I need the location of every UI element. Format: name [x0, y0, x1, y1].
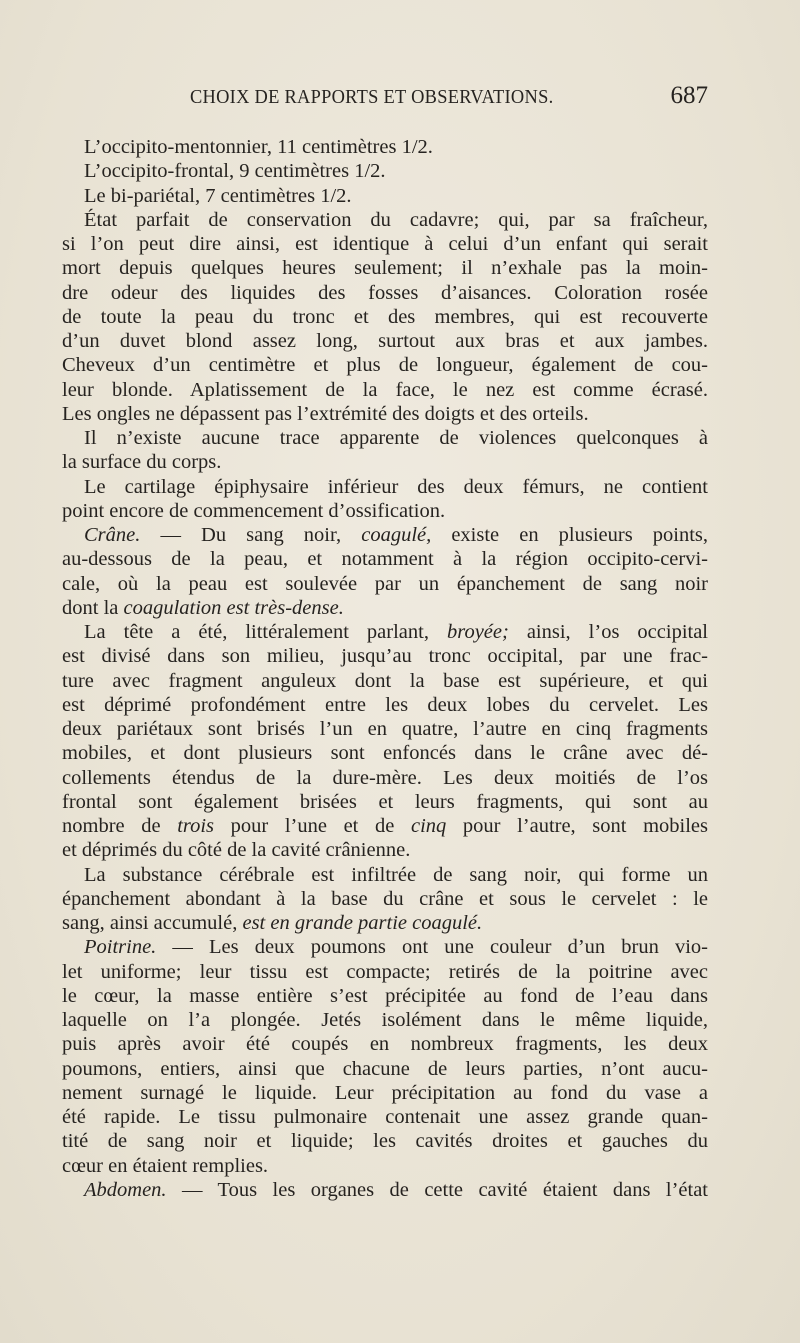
text-line	[62, 547, 708, 571]
text-line	[62, 232, 708, 256]
text-line	[62, 305, 708, 329]
italic-text: est en grande partie coagulé.	[242, 912, 483, 934]
text-run: leur blonde. Aplatissement de la face, le nez est comme écrasé.	[62, 378, 708, 401]
text-run: Le cartilage épiphysaire inférieur des deux fémurs, ne contient	[84, 475, 708, 498]
text-run: L’occipito-frontal, 9 centimètres 1/2.	[84, 160, 386, 183]
italic-text: coagulation est très-dense.	[123, 596, 344, 619]
text-line	[62, 1081, 708, 1105]
running-title: CHOIX DE RAPPORTS ET OBSERVATIONS.	[190, 86, 554, 108]
text-line	[62, 135, 708, 159]
text-run: au-dessous de la peau, et notamment à la région occipito-cervi-	[62, 548, 708, 571]
text-line	[62, 935, 708, 959]
text-run: cœur en étaient remplies.	[62, 1154, 269, 1177]
text-run: deux pariétaux sont brisés l’un en quatre, l’autre en cinq fragments	[62, 718, 708, 740]
text-line	[62, 208, 708, 232]
text-line	[62, 426, 708, 450]
text-line	[62, 838, 708, 862]
text-line	[62, 790, 708, 814]
text-run: de toute la peau du tronc et des membres, qui est recouverte	[62, 305, 708, 328]
text-run: la surface du corps.	[62, 451, 222, 474]
text-run: collements étendus de la dure-mère. Les deux moitiés de l’os	[62, 766, 708, 789]
italic-text: Crâne.	[84, 524, 141, 546]
text-run: ture avec fragment anguleux dont la base est supérieure, et qui	[62, 669, 708, 692]
text-run: cale, où la peau est soulevée par un épanchement de sang noir	[62, 572, 708, 595]
text-run: existe en plusieurs points,	[431, 524, 708, 546]
text-run: mort depuis quelques heures seulement; il n’exhale pas la moin-	[62, 257, 708, 280]
text-line	[62, 863, 708, 887]
text-run: L’occipito-mentonnier, 11 centimètres 1/2.	[84, 136, 433, 158]
text-run: d’un duvet blond assez long, surtout aux bras et aux jambes.	[62, 330, 708, 352]
text-line	[62, 281, 708, 305]
italic-text: coagulé,	[361, 524, 432, 546]
text-run: est déprimé profondément entre les deux lobes du cervelet. Les	[62, 693, 708, 716]
text-line	[62, 523, 708, 547]
text-line	[62, 499, 708, 523]
text-line	[62, 353, 708, 377]
page-header	[62, 82, 708, 116]
text-run: La tête a été, littéralement parlant,	[84, 621, 447, 643]
text-run: Les ongles ne dépassent pas l’extrémité des doigts et des orteils.	[62, 402, 589, 425]
text-run: La substance cérébrale est infiltrée de sang noir, qui forme un	[84, 863, 708, 886]
text-run: pour l’autre, sont mobiles	[446, 815, 709, 837]
italic-text: trois	[177, 815, 215, 837]
text-run: frontal sont également brisées et leurs fragments, qui sont au	[62, 790, 708, 813]
text-line	[62, 960, 708, 984]
text-run: et déprimés du côté de la cavité crânienne.	[62, 839, 411, 862]
text-line	[62, 450, 708, 474]
text-line	[62, 1057, 708, 1081]
text-line	[62, 329, 708, 353]
text-line	[62, 572, 708, 596]
italic-text: Poitrine.	[84, 936, 157, 959]
text-run: nombre de	[62, 815, 178, 837]
text-line	[62, 378, 708, 402]
text-run: épanchement abondant à la base du crâne et sous le cervelet : le	[62, 887, 708, 910]
text-line	[62, 741, 708, 765]
text-run: Cheveux d’un centimètre et plus de longueur, également de cou-	[62, 354, 708, 377]
text-line	[62, 1105, 708, 1129]
text-line	[62, 669, 708, 693]
text-line	[62, 693, 708, 717]
text-line	[62, 256, 708, 280]
text-run: — Du sang noir,	[140, 524, 362, 546]
text-line	[62, 911, 708, 935]
text-run: sang, ainsi accumulé,	[62, 912, 243, 934]
text-line	[62, 184, 708, 208]
text-line	[62, 159, 708, 183]
italic-text: Abdomen.	[84, 1178, 167, 1201]
text-run: dre odeur des liquides des fosses d’aisances. Coloration rosée	[62, 281, 708, 304]
text-run: — Tous les organes de cette cavité étaient dans l’état	[166, 1178, 708, 1201]
text-run: point encore de commencement d’ossification.	[62, 499, 446, 522]
text-run: pour l’une et de	[214, 815, 411, 837]
text-run: Il n’existe aucune trace apparente de violences quelconques à	[84, 427, 708, 449]
text-run: let uniforme; leur tissu est compacte; retirés de la poitrine avec	[62, 960, 708, 983]
text-run: Le bi-pariétal, 7 centimètres 1/2.	[84, 184, 352, 207]
text-run: puis après avoir été coupés en nombreux fragments, les deux	[62, 1033, 708, 1056]
text-line	[62, 984, 708, 1008]
text-line	[62, 887, 708, 911]
text-line	[62, 1032, 708, 1056]
text-line	[62, 1178, 708, 1202]
text-run: poumons, entiers, ainsi que chacune de leurs parties, n’ont aucu-	[62, 1057, 708, 1080]
text-line	[62, 620, 708, 644]
text-line	[62, 1154, 708, 1178]
text-run: est divisé dans son milieu, jusqu’au tronc occipital, par une frac-	[62, 645, 708, 668]
text-line	[62, 475, 708, 499]
text-run: tité de sang noir et liquide; les cavités droites et gauches du	[62, 1130, 708, 1153]
text-run: État parfait de conservation du cadavre; qui, par sa fraîcheur,	[84, 208, 708, 231]
text-run: laquelle on l’a plongée. Jetés isolément dans le même liquide,	[62, 1009, 708, 1031]
text-run: ainsi, l’os occipital	[508, 621, 709, 643]
text-line	[62, 766, 708, 790]
text-run: dont la	[62, 596, 124, 619]
page-number: 687	[670, 82, 708, 109]
text-line	[62, 1129, 708, 1153]
italic-text: cinq	[410, 815, 447, 837]
text-line	[62, 644, 708, 668]
text-run: mobiles, et dont plusieurs sont enfoncés dans le crâne avec dé-	[62, 742, 708, 765]
text-run: nement surnagé le liquide. Leur précipitation au fond du vase a	[62, 1081, 708, 1104]
text-run: — Les deux poumons ont une couleur d’un brun vio-	[156, 936, 708, 959]
text-line	[62, 1008, 708, 1032]
text-line	[62, 402, 708, 426]
italic-text: broyée;	[446, 621, 509, 643]
body-text	[62, 135, 708, 1202]
text-line	[62, 596, 708, 620]
text-run: le cœur, la masse entière s’est précipitée au fond de l’eau dans	[62, 984, 708, 1007]
text-line	[62, 717, 708, 741]
text-run: si l’on peut dire ainsi, est identique à celui d’un enfant qui serait	[62, 233, 708, 255]
text-line	[62, 814, 708, 838]
text-run: été rapide. Le tissu pulmonaire contenait une assez grande quan-	[62, 1106, 708, 1128]
